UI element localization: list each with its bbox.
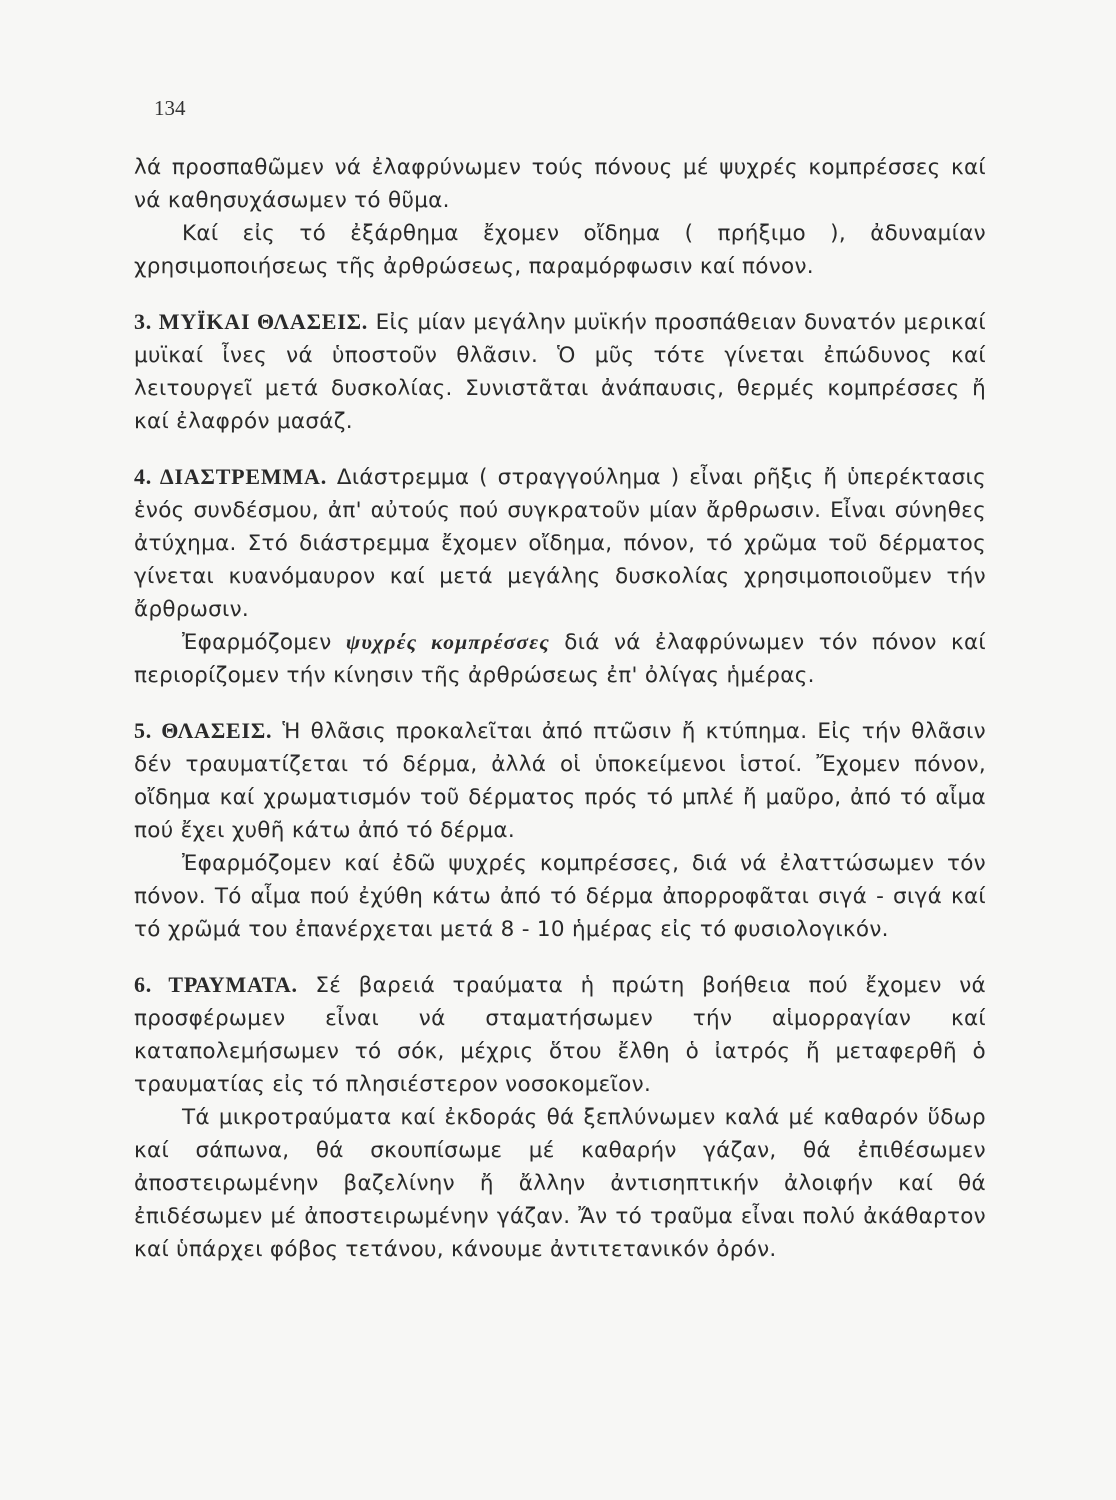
section-bruises (134, 714, 986, 847)
section-text: Ἡ θλᾶσις προκαλεῖται ἀπό πτῶσιν ἤ κτύπημα. Εἰς τήν θλᾶσιν δέν τραυματίζεται τό δέρμα, ἀλλά οἱ ὑποκείμενοι ἱστοί. Ἔχομεν πόνον, οἴδημα καί χρωματισμόν τοῦ δέρματος πρός τό μπλέ ἤ μαῦρο, ἀπό τό αἷμα πού ἔχει χυθῆ κάτω ἀπό τό δέρμα. (134, 719, 986, 843)
section-heading: 3. ΜΥΪΚΑΙ ΘΛΑΣΕΙΣ. (134, 309, 369, 334)
page-number: 134 (154, 96, 186, 120)
section-wounds (134, 968, 986, 1101)
paragraph-dislocation: Καί εἰς τό ἐξάρθημα ἔχομεν οἴδημα ( πρήξιμο ), ἀδυναμίαν χρησιμοποιήσεως τῆς ἀρθρώσεως, παραμόρφωσιν καί πόνον. (134, 221, 986, 279)
section-muscle-bruises (134, 305, 986, 438)
paragraph-sprain-treatment (134, 626, 986, 692)
section-heading: 4. ΔΙΑΣΤΡΕΜΜΑ. (134, 464, 327, 489)
paragraph-cold-compress: λά προσπαθῶμεν νά ἐλαφρύνωμεν τούς πόνους μέ ψυχρές κομπρέσσες καί νά καθησυχάσωμεν τό θῦμα. (134, 155, 986, 213)
section-text: Διάστρεμμα ( στραγγούλημα ) εἶναι ρῆξις ἤ ὑπερέκτασις ἑνός συνδέσμου, ἀπ' αὐτούς πού συγκρατοῦν μίαν ἄρθρωσιν. Εἶναι σύνηθες ἀτύχημα. Στό διάστρεμμα ἔχομεν οἴδημα, πόνον, τό χρῶμα τοῦ δέρματος γίνεται κυανόμαυρον καί μετά μεγάλης δυσκολίας χρησιμοποιοῦμεν τήν ἄρθρωσιν. (134, 465, 986, 622)
text-run: διά νά ἐλαφρύνωμεν τόν πόνον καί περιορίζομεν τήν κίνησιν τῆς ἀρθρώσεως ἐπ' ὀλίγας ἡμέρας. (134, 630, 986, 688)
section-heading: 6. ΤΡΑΥΜΑΤΑ. (134, 972, 298, 997)
section-heading: 5. ΘΛΑΣΕΙΣ. (134, 718, 273, 743)
paragraph-minor-wounds: Τά μικροτραύματα καί ἐκδοράς θά ξεπλύνωμεν καλά μέ καθαρόν ὕδωρ καί σάπωνα, θά σκουπίσωμε μέ καθαρήν γάζαν, θά ἐπιθέσωμεν ἀποστειρωμένην βαζελίνην ἤ ἄλλην ἀντισηπτικήν ἀλοιφήν καί θά ἐπιδέσωμεν μέ ἀποστειρωμένην γάζαν. Ἄν τό τραῦμα εἶναι πολύ ἀκάθαρτον καί ὑπάρχει φόβος τετάνου, κάνουμε ἀντιτετανικόν ὀρόν. (134, 1105, 986, 1262)
text-run: Ἐφαρμόζομεν (182, 630, 346, 655)
section-sprain (134, 460, 986, 626)
section-text: Σέ βαρειά τραύματα ἡ πρώτη βοήθεια πού ἔχομεν νά προσφέρωμεν εἶναι νά σταματήσωμεν τήν αἱμορραγίαν καί καταπολεμήσωμεν τό σόκ, μέχρις ὅτου ἔλθη ὁ ἰατρός ἤ μεταφερθῆ ὁ τραυματίας εἰς τό πλησιέστερον νοσοκομεῖον. (134, 973, 987, 1097)
emphasized-text: ψυχρές κομπρέσσες (345, 630, 550, 654)
paragraph-bruise-treatment: Ἐφαρμόζομεν καί ἐδῶ ψυχρές κομπρέσσες, διά νά ἐλαττώσωμεν τόν πόνον. Τό αἷμα πού ἐχύθη κάτω ἀπό τό δέρμα ἀπορροφᾶται σιγά - σιγά καί τό χρῶμά του ἐπανέρχεται μετά 8 - 10 ἡμέρας εἰς τό φυσιολογικόν. (134, 851, 986, 942)
section-text: Εἰς μίαν μεγάλην μυϊκήν προσπάθειαν δυνατόν μερικαί μυϊκαί ἶνες νά ὑποστοῦν θλᾶσιν. Ὁ μῦς τότε γίνεται ἐπώδυνος καί λειτουργεῖ μετά δυσκολίας. Συνιστᾶται ἀνάπαυσις, θερμές κομπρέσσες ἤ καί ἐλαφρόν μασάζ. (134, 310, 986, 434)
